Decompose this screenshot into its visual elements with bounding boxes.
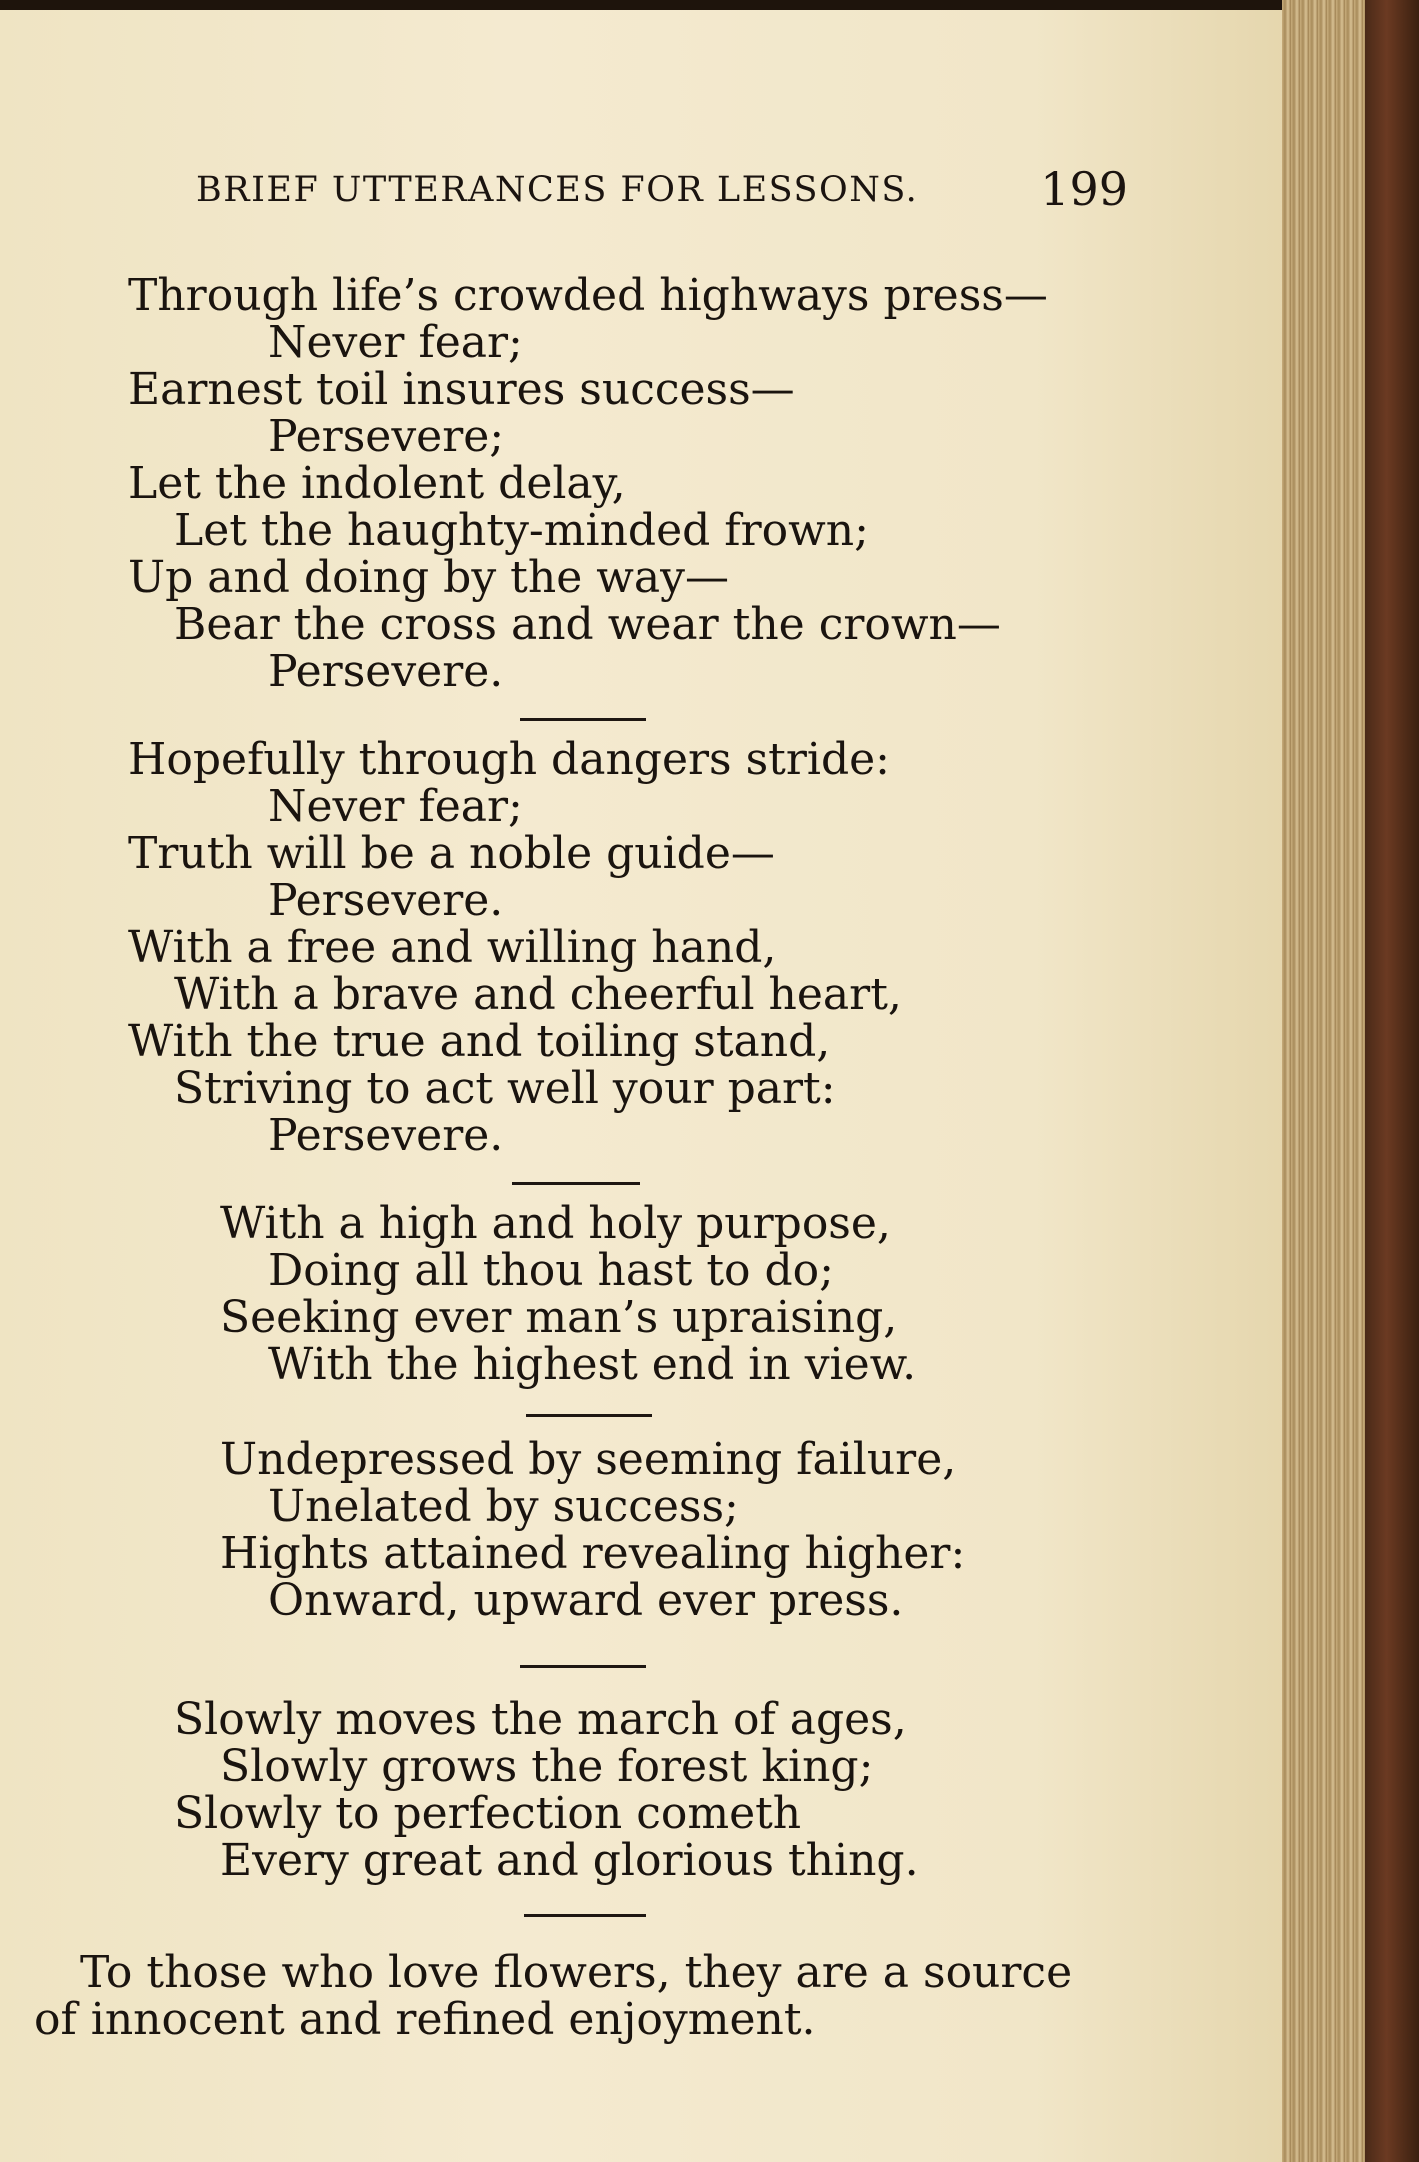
verse-line: Persevere. <box>268 1110 504 1161</box>
verse-line: Seeking ever man’s upraising, <box>220 1292 898 1343</box>
section-divider <box>520 718 646 721</box>
verse-line: Through life’s crowded highways press— <box>128 270 1048 321</box>
verse-line: Never fear; <box>268 781 523 832</box>
verse-line: Slowly grows the forest king; <box>220 1741 874 1792</box>
running-title: BRIEF UTTERANCES FOR LESSONS. <box>196 170 919 210</box>
verse-line: Undepressed by seeming failure, <box>220 1434 957 1485</box>
verse-line: Onward, upward ever press. <box>268 1575 904 1626</box>
verse-line: Bear the cross and wear the crown— <box>174 599 1001 650</box>
section-divider <box>512 1182 640 1185</box>
verse-line: Up and doing by the way— <box>128 552 729 603</box>
verse-line: With a free and willing hand, <box>128 922 777 973</box>
verse-line: With the true and toiling stand, <box>128 1016 831 1067</box>
section-divider <box>520 1665 646 1668</box>
book-cover-edge <box>1365 0 1419 2162</box>
verse-line: Unelated by success; <box>268 1481 739 1532</box>
verse-line: Hights attained revealing higher: <box>220 1528 966 1579</box>
section-divider <box>524 1914 646 1917</box>
verse-line: Earnest toil insures success— <box>128 364 795 415</box>
verse-line: Persevere. <box>268 646 504 697</box>
book-page <box>0 10 1290 2162</box>
page-header <box>196 162 1136 222</box>
page-edges <box>1282 0 1368 2162</box>
verse-line: Never fear; <box>268 317 523 368</box>
verse-line: Slowly to perfection cometh <box>174 1788 802 1839</box>
verse-line: Every great and glorious thing. <box>220 1835 919 1886</box>
prose-line: To those who love flowers, they are a source <box>80 1947 1073 1998</box>
verse-line: With the highest end in view. <box>268 1339 917 1390</box>
verse-line: Persevere; <box>268 411 505 462</box>
section-divider <box>526 1414 652 1417</box>
verse-line: Truth will be a noble guide— <box>128 828 775 879</box>
verse-line: Striving to act well your part: <box>174 1063 836 1114</box>
verse-line: Persevere. <box>268 875 504 926</box>
verse-line: Let the haughty-minded frown; <box>174 505 869 556</box>
verse-line: With a brave and cheerful heart, <box>174 969 902 1020</box>
verse-line: Hopefully through dangers stride: <box>128 734 890 785</box>
verse-line: Doing all thou hast to do; <box>268 1245 834 1296</box>
prose-line: of innocent and refined enjoyment. <box>34 1994 816 2045</box>
verse-line: Slowly moves the march of ages, <box>174 1694 907 1745</box>
page-number: 199 <box>1040 162 1128 216</box>
verse-line: Let the indolent delay, <box>128 458 626 509</box>
verse-line: With a high and holy purpose, <box>220 1198 891 1249</box>
